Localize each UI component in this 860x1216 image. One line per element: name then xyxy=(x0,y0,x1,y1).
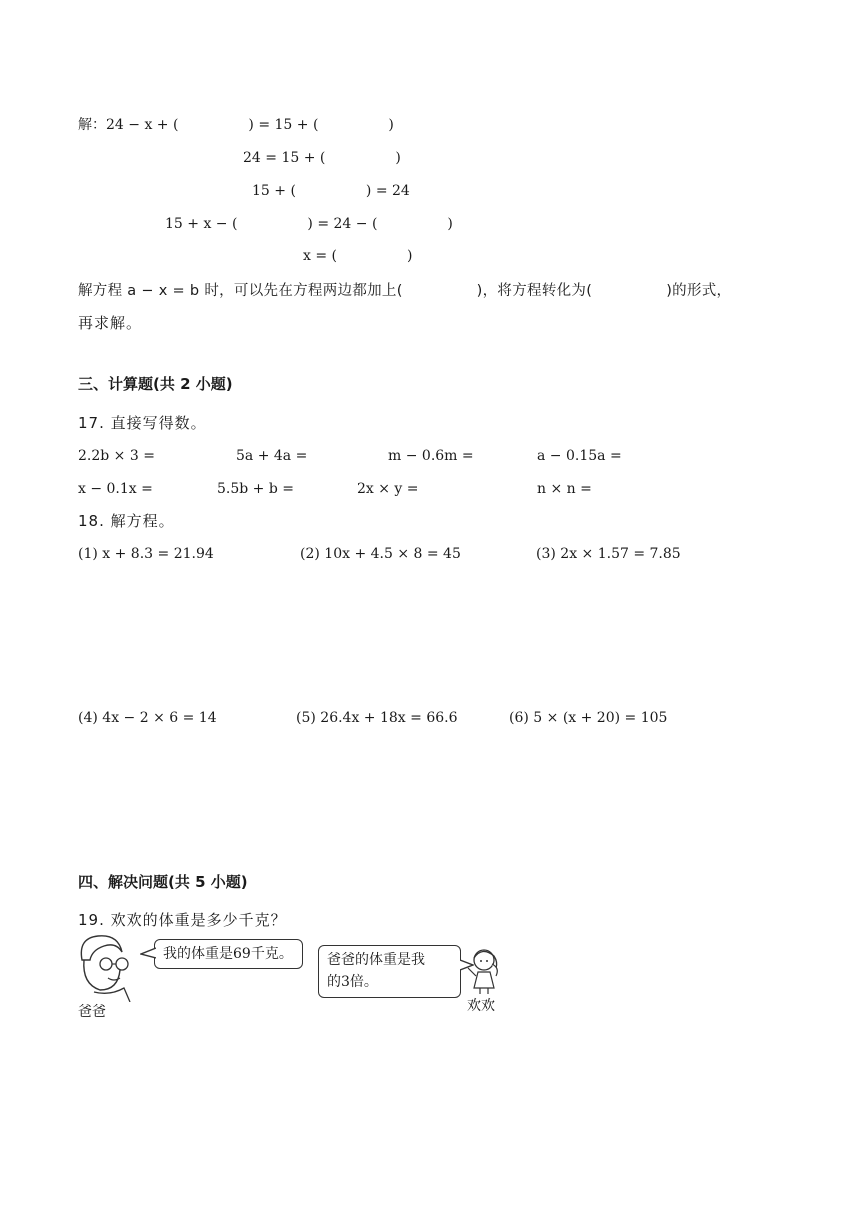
section-4-title: 四、解决问题(共 5 小题) xyxy=(78,873,248,891)
q18-equation: (6) 5 × (x + 20) = 105 xyxy=(509,710,668,726)
q17-item: m − 0.6m = xyxy=(388,448,474,464)
step-line-1: 解：24 − x + ( ) = 15 + ( ) xyxy=(78,117,394,133)
q17-label: 17. 直接写得数。 xyxy=(78,414,207,432)
q18-equation: (1) x + 8.3 = 21.94 xyxy=(78,546,214,562)
q17-item: 2x × y = xyxy=(357,481,419,497)
step-line-5: x = ( ) xyxy=(303,248,413,264)
dad-figure-icon xyxy=(74,930,136,1002)
q18-label: 18. 解方程。 xyxy=(78,512,175,530)
step-line-3: 15 + ( ) = 24 xyxy=(252,183,410,199)
q17-item: 2.2b × 3 = xyxy=(78,448,155,464)
q17-item: 5a + 4a = xyxy=(236,448,308,464)
q18-equation: (2) 10x + 4.5 × 8 = 45 xyxy=(300,546,461,562)
step-line-2: 24 = 15 + ( ) xyxy=(243,150,401,166)
q19-label: 19. 欢欢的体重是多少千克？ xyxy=(78,911,287,929)
q18-equation: (5) 26.4x + 18x = 66.6 xyxy=(296,710,458,726)
dad-speech-bubble xyxy=(154,939,303,969)
statement-line-2: 再求解。 xyxy=(78,314,143,332)
girl-figure-icon xyxy=(462,944,502,996)
girl-name: 欢欢 xyxy=(467,998,495,1014)
statement-line-1: 解方程 a − x = b 时，可以先在方程两边都加上( )，将方程转化为( )的形式， xyxy=(78,283,732,299)
q18-equation: (4) 4x − 2 × 6 = 14 xyxy=(78,710,217,726)
section-3-title: 三、计算题(共 2 小题) xyxy=(78,375,233,393)
dad-name: 爸爸 xyxy=(78,1004,106,1020)
girl-speech-line-2: 的3倍。 xyxy=(327,974,378,990)
q17-item: a − 0.15a = xyxy=(537,448,622,464)
q17-item: x − 0.1x = xyxy=(78,481,153,497)
girl-speech-line-1: 爸爸的体重是我 xyxy=(327,952,425,968)
girl-speech-bubble xyxy=(318,945,461,998)
q17-item: n × n = xyxy=(537,481,592,497)
dad-speech-text: 我的体重是69千克。 xyxy=(163,946,293,962)
q17-item: 5.5b + b = xyxy=(217,481,294,497)
dad-bubble-tail-icon xyxy=(140,946,156,960)
step-line-4: 15 + x − ( ) = 24 − ( ) xyxy=(165,216,453,232)
q18-equation: (3) 2x × 1.57 = 7.85 xyxy=(536,546,681,562)
